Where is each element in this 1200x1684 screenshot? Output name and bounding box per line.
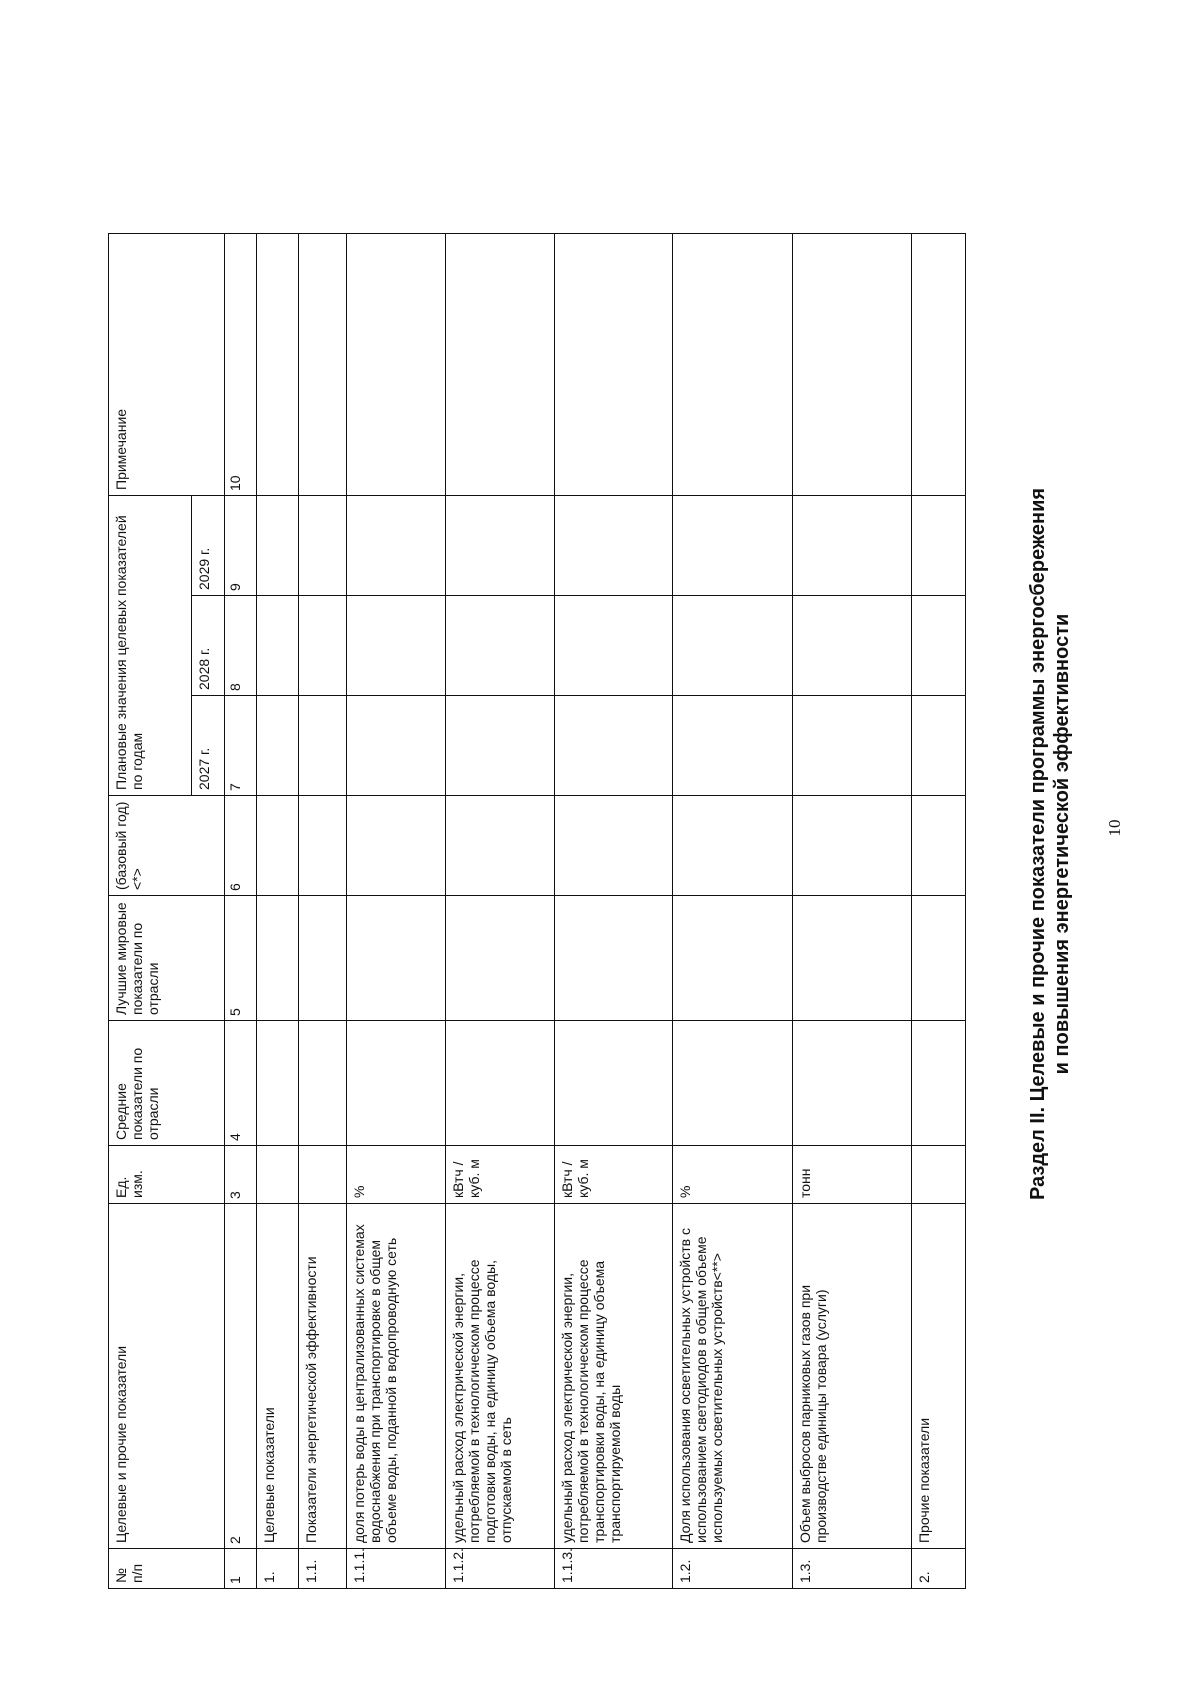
page-subtitle: и повышения энергетической эффективности (1051, 613, 1073, 1075)
header-num: № п/п (109, 1549, 225, 1589)
header-note: Примечание (109, 233, 225, 495)
row-indicator-name: удельный расход электрической энергии, потребляемой в технологическом процессе подготовки воды, на единицу объема воды, отпускаемой в сеть (445, 1204, 554, 1549)
header-average: Средние показатели по отрасли (109, 1021, 225, 1146)
row-number: 2. (911, 1549, 965, 1589)
row-number: 1.1.1. (346, 1549, 445, 1589)
table-row (911, 233, 965, 1588)
header-unit: Ед. изм. (109, 1146, 225, 1204)
row-indicator-name: доля потерь воды в централизованных системах водоснабжения при транспортировке в общем объеме воды, поданной в водопроводную сеть (346, 1204, 445, 1549)
table-row (299, 233, 346, 1588)
indicators-table (108, 233, 966, 1589)
row-indicator-name: Доля использования осветительных устройств с использованием светодиодов в общем объеме используемых осветительных устройств<**> (672, 1204, 793, 1549)
column-number: 5 (224, 896, 256, 1021)
header-plan: Плановые значения целевых показателей по годам (109, 495, 192, 795)
row-number: 1.3. (793, 1549, 911, 1589)
header-year-2029: 2029 г. (191, 495, 224, 595)
row-unit: кВтч /куб. м (445, 1146, 554, 1204)
row-indicator-name: Целевые показатели (256, 1204, 299, 1549)
row-indicator-name: Объем выбросов парниковых газов при производстве единицы товара (услуги) (793, 1204, 911, 1549)
header-best: Лучшие мировые показатели по отрасли (109, 896, 225, 1021)
row-number: 1.1.2. (445, 1549, 554, 1589)
row-number: 1. (256, 1549, 299, 1589)
row-unit: кВтч /куб. м (554, 1146, 672, 1204)
column-number: 9 (224, 495, 256, 595)
header-indicators: Целевые и прочие показатели (109, 1204, 225, 1549)
header-year-2027: 2027 г. (191, 696, 224, 796)
table-row (346, 233, 445, 1588)
row-indicator-name: Прочие показатели (911, 1204, 965, 1549)
column-number: 3 (224, 1146, 256, 1204)
column-number: 6 (224, 796, 256, 896)
row-number: 1.2. (672, 1549, 793, 1589)
row-indicator-name: удельный расход электрической энергии, потребляемой в технологическом процессе транспортировки воды, на единицу объема транспортируемой воды (554, 1204, 672, 1549)
row-unit (299, 1146, 346, 1204)
table-row (554, 233, 672, 1588)
column-number: 8 (224, 596, 256, 696)
table-row (445, 233, 554, 1588)
row-unit: тонн (793, 1146, 911, 1204)
table-row (793, 233, 911, 1588)
table-row (672, 233, 793, 1588)
column-number: 10 (224, 233, 256, 495)
header-base-year: (базовый год) <*> (109, 796, 225, 896)
row-unit (911, 1146, 965, 1204)
row-unit: % (346, 1146, 445, 1204)
row-unit: % (672, 1146, 793, 1204)
page-title: Раздел II. Целевые и прочие показатели программы энергосбережения (1027, 487, 1049, 1201)
column-number: 4 (224, 1021, 256, 1146)
page-number: 10 (1105, 819, 1124, 837)
column-numbers-row (224, 233, 256, 1588)
column-number: 1 (224, 1549, 256, 1589)
row-number: 1.1. (299, 1549, 346, 1589)
row-unit (256, 1146, 299, 1204)
row-indicator-name: Показатели энергетической эффективности (299, 1204, 346, 1549)
column-number: 2 (224, 1204, 256, 1549)
header-year-2028: 2028 г. (191, 596, 224, 696)
table-row (256, 233, 299, 1588)
row-number: 1.1.3. (554, 1549, 672, 1589)
column-number: 7 (224, 696, 256, 796)
